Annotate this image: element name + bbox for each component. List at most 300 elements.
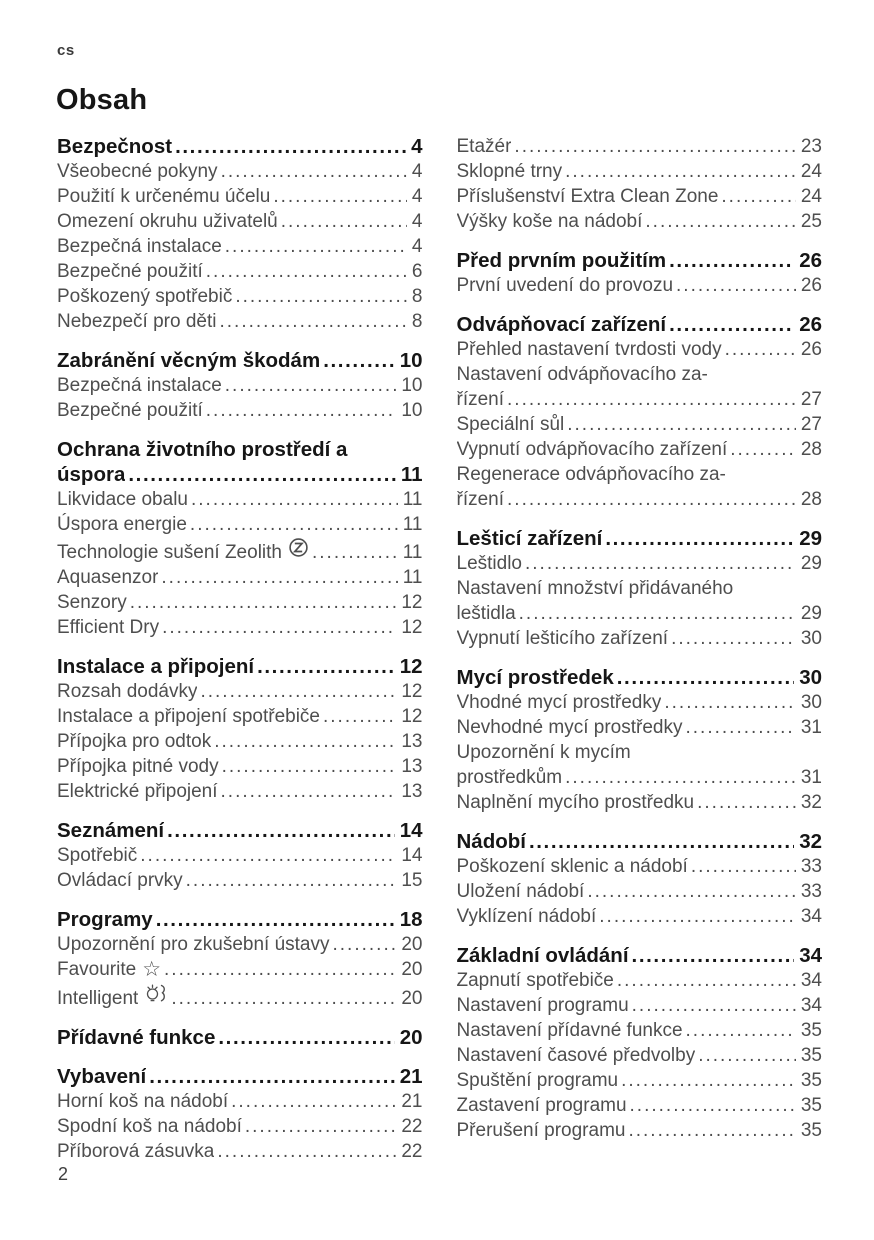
entry-label: Bezpečné použití: [57, 400, 203, 421]
entry-label: Omezení okruhu uživatelů: [57, 211, 278, 232]
toc-section: [57, 818, 423, 893]
dot-leader: [691, 854, 796, 879]
entry-label: Seznámení: [57, 819, 165, 842]
toc-entry: [57, 234, 423, 259]
entry-label: Technologie sušení Zeolith: [57, 542, 282, 563]
entry-label: Odvápňovací zařízení: [456, 313, 667, 336]
dot-leader: [235, 284, 407, 309]
dot-leader: [567, 412, 796, 437]
dot-leader: [162, 615, 396, 640]
entry-page-number: 22: [401, 1141, 423, 1162]
dot-leader: [164, 957, 396, 982]
dot-leader: [171, 986, 396, 1011]
toc-entry: [457, 273, 823, 298]
dot-leader: [507, 387, 796, 412]
dot-leader: [214, 729, 396, 754]
entry-page-number: 4: [411, 186, 423, 207]
dot-leader: [175, 134, 406, 159]
dot-leader: [190, 512, 398, 537]
entry-label: Likvidace obalu: [57, 489, 188, 510]
entry-label: Přípojka pitné vody: [57, 756, 219, 777]
dot-leader: [669, 312, 794, 337]
entry-page-number: 11: [400, 463, 423, 486]
dot-leader: [587, 879, 796, 904]
entry-label: Poškození sklenic a nádobí: [456, 856, 688, 877]
toc-entry: [57, 982, 423, 1011]
entry-label: Bezpečné použití: [57, 261, 203, 282]
entry-label: Příslušenství Extra Clean Zone: [456, 186, 719, 207]
dot-leader: [323, 348, 395, 373]
dot-leader: [191, 487, 398, 512]
entry-label: Programy: [57, 908, 153, 931]
toc-entry: [457, 337, 823, 362]
entry-label: Nastavení přídavné funkce: [456, 1020, 683, 1041]
entry-page-number: 30: [799, 666, 822, 689]
entry-page-number: 33: [800, 856, 822, 877]
entry-label: Výšky koše na nádobí: [456, 211, 643, 232]
toc-heading: [457, 312, 823, 337]
toc-entry: [57, 679, 423, 704]
entry-page-number: 10: [401, 400, 423, 421]
dot-leader: [632, 993, 796, 1018]
dot-leader: [698, 1043, 796, 1068]
toc-entry: [57, 259, 423, 284]
entry-label: Nastavení časové předvolby: [456, 1045, 696, 1066]
intelligent-bulb-icon: [144, 982, 168, 1004]
toc-section: [57, 134, 423, 334]
entry-label-line: Ochrana životního prostředí a: [57, 438, 348, 461]
toc-section: [457, 312, 823, 512]
toc-entry: [57, 932, 423, 957]
toc-section: [457, 526, 823, 651]
dot-leader: [186, 868, 397, 893]
entry-page-number: 14: [399, 819, 423, 842]
entry-page-number: 24: [800, 161, 822, 182]
toc-section: [57, 654, 423, 804]
entry-page-number: 28: [800, 489, 822, 510]
entry-page-number: 34: [800, 995, 822, 1016]
favourite-star-icon: ☆: [142, 957, 162, 981]
entry-label: Upozornění pro zkušební ústavy: [57, 934, 330, 955]
toc-entry: [457, 993, 823, 1018]
entry-label: Nebezpečí pro děti: [57, 311, 217, 332]
toc-entry: [57, 537, 423, 565]
toc-entry: [457, 1118, 823, 1143]
toc-entry: [57, 1114, 423, 1139]
entry-label: Aquasenzor: [57, 567, 159, 588]
toc-entry: [457, 462, 823, 512]
entry-page-number: 34: [800, 970, 822, 991]
toc-entry: [457, 1093, 823, 1118]
dot-leader: [686, 1018, 796, 1043]
toc-heading: [57, 818, 423, 843]
toc-entry: [57, 779, 423, 804]
entry-page-number: 21: [399, 1065, 423, 1088]
entry-label: Instalace a připojení spotřebiče: [57, 706, 320, 727]
dot-leader: [697, 790, 796, 815]
dot-leader: [323, 704, 396, 729]
entry-label: Uložení nádobí: [456, 881, 585, 902]
entry-label: Základní ovládání: [456, 944, 629, 967]
entry-page-number: 13: [401, 731, 423, 752]
entry-page-number: 23: [800, 136, 822, 157]
dot-leader: [333, 932, 397, 957]
dot-leader: [630, 1093, 796, 1118]
toc-entry: [57, 565, 423, 590]
toc-section: [457, 943, 823, 1143]
toc-entry: [57, 590, 423, 615]
entry-label: Přídavné funkce: [57, 1026, 216, 1049]
entry-page-number: 28: [800, 439, 822, 460]
entry-page-number: 30: [800, 692, 822, 713]
toc-entry: [457, 968, 823, 993]
dot-leader: [200, 679, 396, 704]
entry-label: Vypnutí lešticího zařízení: [456, 628, 669, 649]
entry-label: Přehled nastavení tvrdosti vody: [456, 339, 722, 360]
entry-page-number: 26: [799, 249, 822, 272]
toc-section: [57, 1025, 423, 1050]
dot-leader: [225, 234, 407, 259]
toc-entry: [57, 398, 423, 423]
table-of-contents: [57, 134, 822, 1164]
entry-label-line: Nastavení množství přidávaného: [456, 578, 734, 599]
entry-label: Rozsah dodávky: [57, 681, 198, 702]
toc-heading: [57, 437, 423, 487]
toc-entry: [57, 512, 423, 537]
entry-page-number: 11: [402, 489, 423, 510]
entry-label: Speciální sůl: [456, 414, 565, 435]
entry-page-number: 20: [401, 934, 423, 955]
dot-leader: [140, 843, 396, 868]
entry-label: Elektrické připojení: [57, 781, 218, 802]
toc-entry: [457, 1043, 823, 1068]
toc-heading: [457, 829, 823, 854]
dot-leader: [507, 487, 796, 512]
dot-leader: [220, 309, 407, 334]
dot-leader: [217, 1139, 396, 1164]
toc-entry: [457, 904, 823, 929]
entry-page-number: 20: [401, 959, 423, 980]
entry-label: Spodní koš na nádobí: [57, 1116, 242, 1137]
entry-page-number: 35: [800, 1070, 822, 1091]
dot-leader: [730, 437, 796, 462]
entry-label: Nevhodné mycí prostředky: [456, 717, 683, 738]
dot-leader: [529, 829, 794, 854]
entry-page-number: 13: [401, 781, 423, 802]
toc-entry: [457, 159, 823, 184]
dot-leader: [669, 248, 794, 273]
dot-leader: [686, 715, 796, 740]
entry-label: Leštidlo: [456, 553, 522, 574]
toc-entry: [457, 362, 823, 412]
entry-page-number: 35: [800, 1095, 822, 1116]
dot-leader: [149, 1064, 394, 1089]
toc-entry: [57, 284, 423, 309]
entry-page-number: 15: [401, 870, 423, 891]
entry-page-number: 34: [799, 944, 822, 967]
toc-heading: [57, 654, 423, 679]
entry-label: Vybavení: [57, 1065, 147, 1088]
dot-leader: [167, 818, 395, 843]
entry-label: Zabránění věcným škodám: [57, 349, 321, 372]
toc-heading: [457, 943, 823, 968]
entry-label: řízení: [456, 489, 505, 510]
toc-entry: [57, 184, 423, 209]
entry-label: Senzory: [57, 592, 127, 613]
entry-label: Vyklízení nádobí: [456, 906, 597, 927]
language-code: cs: [57, 42, 75, 59]
entry-label: Zastavení programu: [456, 1095, 627, 1116]
dot-leader: [156, 907, 395, 932]
dot-leader: [565, 765, 796, 790]
toc-section: [457, 248, 823, 298]
entry-page-number: 20: [399, 1026, 423, 1049]
dot-leader: [617, 665, 794, 690]
dot-leader: [245, 1114, 396, 1139]
entry-label: Zapnutí spotřebiče: [456, 970, 614, 991]
entry-label: Použití k určenému účelu: [57, 186, 271, 207]
entry-label: Sklopné trny: [456, 161, 563, 182]
toc-heading: [457, 665, 823, 690]
entry-page-number: 4: [411, 161, 423, 182]
toc-heading: [57, 1025, 423, 1050]
toc-section: [57, 1064, 423, 1164]
entry-label: Bezpečná instalace: [57, 236, 222, 257]
entry-label: Bezpečnost: [57, 135, 173, 158]
entry-page-number: 33: [800, 881, 822, 902]
toc-entry: [457, 551, 823, 576]
dot-leader: [206, 398, 397, 423]
entry-page-number: 12: [401, 617, 423, 638]
entry-label: Efficient Dry: [57, 617, 160, 638]
toc-entry: [57, 843, 423, 868]
toc-heading: [57, 348, 423, 373]
footer-page-number: 2: [58, 1164, 69, 1184]
entry-page-number: 34: [800, 906, 822, 927]
toc-column-2: [457, 134, 823, 1164]
entry-page-number: 4: [411, 236, 423, 257]
entry-label: Ovládací prvky: [57, 870, 183, 891]
entry-label: Přerušení programu: [456, 1120, 626, 1141]
entry-page-number: 21: [401, 1091, 423, 1112]
entry-page-number: 29: [799, 527, 822, 550]
entry-page-number: 35: [800, 1045, 822, 1066]
dot-leader: [218, 1025, 394, 1050]
toc-entry: [57, 868, 423, 893]
toc-entry: [57, 754, 423, 779]
toc-entry: [457, 134, 823, 159]
entry-page-number: 35: [800, 1020, 822, 1041]
dot-leader: [599, 904, 796, 929]
toc-entry: [57, 1139, 423, 1164]
entry-label: Před prvním použitím: [456, 249, 667, 272]
entry-label: Příborová zásuvka: [57, 1141, 215, 1162]
entry-label: prostředkům: [456, 767, 563, 788]
entry-page-number: 20: [401, 988, 423, 1009]
zeolith-circle-z-icon: [288, 537, 309, 558]
entry-label: Poškozený spotřebič: [57, 286, 233, 307]
entry-page-number: 29: [800, 553, 822, 574]
dot-leader: [632, 943, 795, 968]
toc-entry: [457, 626, 823, 651]
entry-page-number: 12: [401, 592, 423, 613]
dot-leader: [721, 184, 795, 209]
toc-section: [457, 665, 823, 815]
toc-entry: [457, 412, 823, 437]
dot-leader: [222, 754, 397, 779]
entry-page-number: 11: [402, 514, 423, 535]
entry-page-number: 30: [800, 628, 822, 649]
dot-leader: [514, 134, 795, 159]
entry-page-number: 24: [800, 186, 822, 207]
entry-page-number: 22: [401, 1116, 423, 1137]
entry-label: Vypnutí odvápňovacího zařízení: [456, 439, 728, 460]
toc-entry: [457, 209, 823, 234]
entry-page-number: 14: [401, 845, 423, 866]
dot-leader: [725, 337, 796, 362]
dot-leader: [621, 1068, 796, 1093]
entry-page-number: 26: [800, 275, 822, 296]
toc-entry: [57, 373, 423, 398]
entry-page-number: 32: [800, 792, 822, 813]
dot-leader: [312, 540, 398, 565]
toc-entry: [57, 615, 423, 640]
toc-section: [57, 437, 423, 640]
dot-leader: [221, 779, 397, 804]
dot-leader: [225, 373, 397, 398]
dot-leader: [257, 654, 395, 679]
dot-leader: [130, 590, 397, 615]
dot-leader: [161, 565, 397, 590]
entry-page-number: 27: [800, 414, 822, 435]
toc-entry: [57, 704, 423, 729]
entry-page-number: 12: [399, 655, 423, 678]
toc-entry: [457, 879, 823, 904]
toc-entry: [457, 576, 823, 626]
entry-page-number: 10: [399, 349, 423, 372]
entry-page-number: 26: [800, 339, 822, 360]
entry-label: Mycí prostředek: [456, 666, 614, 689]
dot-leader: [525, 551, 796, 576]
toc-entry: [57, 729, 423, 754]
dot-leader: [565, 159, 796, 184]
dot-leader: [128, 462, 395, 487]
entry-label-line: Upozornění k mycím: [456, 742, 631, 763]
dot-leader: [206, 259, 407, 284]
toc-heading: [57, 907, 423, 932]
toc-entry: [457, 790, 823, 815]
toc-section: [457, 829, 823, 929]
entry-label: Nastavení programu: [456, 995, 629, 1016]
dot-leader: [519, 601, 796, 626]
entry-label: Intelligent: [57, 988, 139, 1009]
entry-label: První uvedení do provozu: [456, 275, 674, 296]
toc-heading: [457, 248, 823, 273]
toc-entry: [457, 184, 823, 209]
dot-leader: [221, 159, 407, 184]
toc-entry: [457, 740, 823, 790]
entry-page-number: 25: [800, 211, 822, 232]
entry-label: Spuštění programu: [456, 1070, 619, 1091]
toc-entry: [457, 1068, 823, 1093]
entry-label: řízení: [456, 389, 505, 410]
entry-label: Vhodné mycí prostředky: [456, 692, 662, 713]
toc-entry: [457, 1018, 823, 1043]
entry-label: Nádobí: [456, 830, 526, 853]
entry-page-number: 26: [799, 313, 822, 336]
entry-page-number: 18: [399, 908, 423, 931]
entry-label: Naplnění mycího prostředku: [456, 792, 695, 813]
entry-label: Bezpečná instalace: [57, 375, 222, 396]
toc-entry: [457, 854, 823, 879]
entry-page-number: 31: [800, 767, 822, 788]
entry-page-number: 13: [401, 756, 423, 777]
entry-page-number: 35: [800, 1120, 822, 1141]
dot-leader: [617, 968, 796, 993]
toc-entry: [457, 437, 823, 462]
toc-heading: [457, 526, 823, 551]
page-title: Obsah: [56, 84, 148, 116]
toc-section: [57, 348, 423, 423]
entry-label: Spotřebič: [57, 845, 138, 866]
entry-page-number: 8: [411, 286, 423, 307]
entry-label-line: Nastavení odvápňovacího za-: [456, 364, 708, 385]
entry-label: Přípojka pro odtok: [57, 731, 212, 752]
toc-heading: [57, 1064, 423, 1089]
entry-page-number: 4: [411, 211, 423, 232]
entry-page-number: 32: [799, 830, 822, 853]
entry-page-number: 4: [411, 135, 423, 158]
dot-leader: [605, 526, 794, 551]
toc-entry: [457, 690, 823, 715]
dot-leader: [273, 184, 407, 209]
entry-label: Úspora energie: [57, 514, 187, 535]
entry-page-number: 6: [411, 261, 423, 282]
entry-page-number: 27: [800, 389, 822, 410]
entry-label-line: Regenerace odvápňovacího za-: [456, 464, 726, 485]
toc-column-1: [57, 134, 423, 1164]
entry-page-number: 12: [401, 706, 423, 727]
toc-section: [57, 907, 423, 1011]
toc-entry: [57, 209, 423, 234]
dot-leader: [628, 1118, 795, 1143]
entry-page-number: 31: [800, 717, 822, 738]
entry-label: úspora: [57, 463, 126, 486]
toc-entry: [57, 487, 423, 512]
entry-label: Lešticí zařízení: [456, 527, 603, 550]
dot-leader: [231, 1089, 396, 1114]
toc-section: [457, 134, 823, 234]
entry-page-number: 11: [402, 567, 423, 588]
toc-entry: [57, 309, 423, 334]
entry-page-number: 11: [402, 542, 423, 563]
toc-entry: [457, 715, 823, 740]
entry-label: Instalace a připojení: [57, 655, 255, 678]
dot-leader: [645, 209, 795, 234]
entry-label: Favourite: [57, 959, 137, 980]
entry-page-number: 12: [401, 681, 423, 702]
toc-heading: [57, 134, 423, 159]
toc-entry: [57, 159, 423, 184]
toc-entry: [57, 957, 423, 982]
entry-page-number: 29: [800, 603, 822, 624]
entry-page-number: 8: [411, 311, 423, 332]
dot-leader: [281, 209, 407, 234]
entry-label: Všeobecné pokyny: [57, 161, 218, 182]
dot-leader: [671, 626, 796, 651]
dot-leader: [664, 690, 795, 715]
entry-label: Horní koš na nádobí: [57, 1091, 229, 1112]
